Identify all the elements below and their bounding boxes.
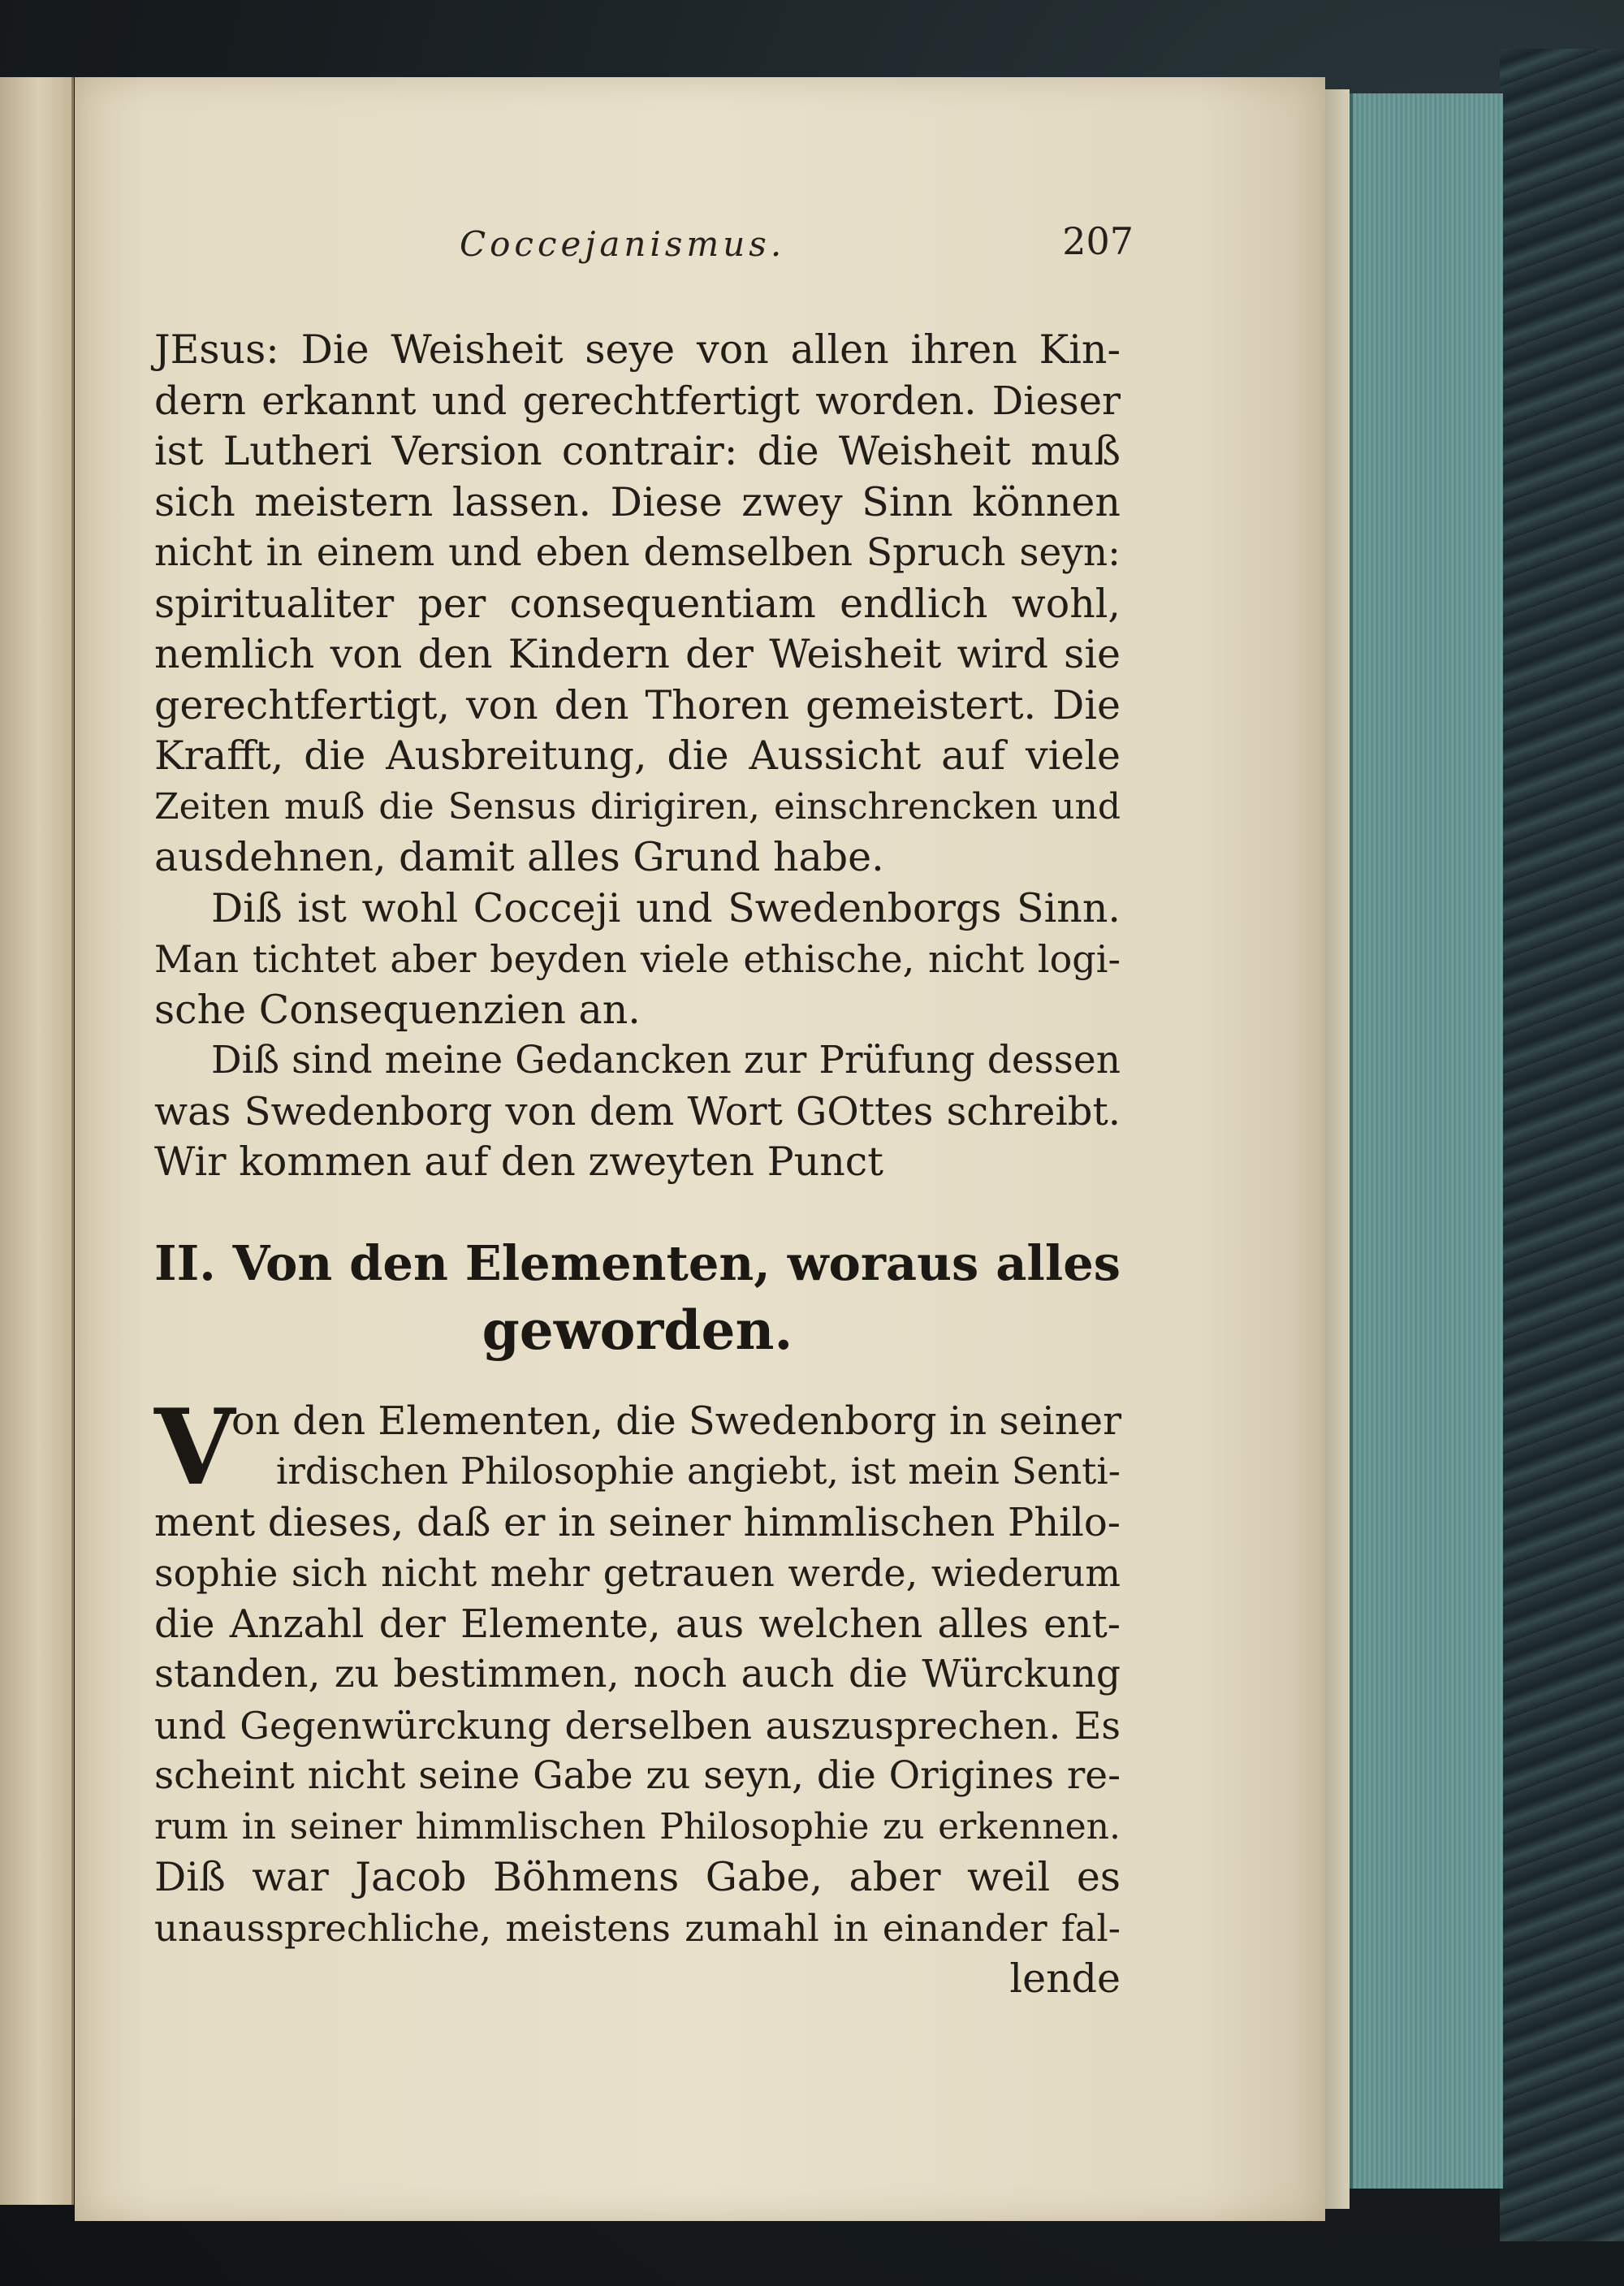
- page-fore-edge: [1350, 93, 1503, 2189]
- text-line: spiritualiter per consequentiam endlich wohl,: [154, 580, 1121, 627]
- text-line: rum in seiner himmlischen Philosophie zu erkennen.: [154, 1805, 1121, 1847]
- text-line: Diß ist wohl Cocceji und Swedenborgs Sinn.: [211, 884, 1121, 931]
- paragraph-3: [154, 1035, 1121, 1188]
- drop-cap: V: [154, 1386, 235, 1509]
- text-line: und Gegenwürckung derselben auszusprechen. Es: [154, 1703, 1121, 1748]
- paragraph-1: [154, 325, 1121, 884]
- page-number: 207: [1062, 219, 1134, 263]
- text-line: Wir kommen auf den zweyten Punct: [154, 1139, 883, 1185]
- section-heading-line-2: geworden.: [482, 1298, 793, 1362]
- left-page-edge: [0, 77, 74, 2205]
- section-paragraph: [154, 1386, 1122, 2005]
- text-line: on den Elementen, die Swedenborg in seiner: [231, 1398, 1122, 1444]
- page-stack-edge: [1325, 89, 1350, 2209]
- text-line: standen, zu bestimmen, noch auch die Würckung: [154, 1652, 1121, 1696]
- text-line: Man tichtet aber beyden viele ethische, nicht logi-: [154, 937, 1121, 981]
- section-heading-line-1: II. Von den Elementen, woraus alles: [154, 1234, 1121, 1291]
- text-line: nicht in einem und eben demselben Spruch seyn:: [154, 530, 1121, 575]
- running-head: Coccejanismus.: [460, 224, 786, 264]
- text-line: JEsus: Die Weisheit seye von allen ihren Kin-: [154, 326, 1121, 373]
- text-line: ist Lutheri Version contrair: die Weisheit muß: [154, 428, 1121, 474]
- text-block: [154, 325, 1121, 2005]
- text-line: scheint nicht seine Gabe zu seyn, die Origines re-: [154, 1753, 1121, 1798]
- book-cover-marbled: [1500, 49, 1624, 2241]
- text-line: Diß war Jacob Böhmens Gabe, aber weil es: [154, 1854, 1121, 1900]
- paragraph-2: [154, 884, 1121, 1036]
- text-line: ment dieses, daß er in seiner himmlischen Philo-: [154, 1499, 1121, 1545]
- text-line: Diß sind meine Gedancken zur Prüfung dessen: [211, 1038, 1121, 1083]
- text-line: dern erkannt und gerechtfertigt worden. Dieser: [154, 378, 1121, 424]
- text-line: sophie sich nicht mehr getrauen werde, wiederum: [154, 1551, 1121, 1595]
- text-line: ausdehnen, damit alles Grund habe.: [154, 834, 884, 880]
- text-line: Zeiten muß die Sensus dirigiren, einschrencken und: [154, 785, 1121, 828]
- text-line: was Swedenborg von dem Wort GOttes schreibt.: [154, 1088, 1121, 1134]
- text-line: Krafft, die Ausbreitung, die Aussicht auf viele: [154, 732, 1121, 779]
- text-line: irdischen Philosophie angiebt, ist mein Senti-: [276, 1450, 1121, 1493]
- text-line: die Anzahl der Elemente, aus welchen alles ent-: [154, 1601, 1121, 1647]
- page-header: [460, 218, 1134, 283]
- catchword: lende: [1009, 1955, 1121, 2002]
- section-heading: [154, 1230, 1121, 1363]
- text-line: unaussprechliche, meistens zumahl in einander fal-: [154, 1906, 1121, 1950]
- text-line: sich meistern lassen. Diese zwey Sinn können: [154, 478, 1121, 525]
- text-line: sche Consequenzien an.: [154, 986, 641, 1033]
- text-line: nemlich von den Kindern der Weisheit wird sie: [154, 631, 1121, 677]
- text-line: gerechtfertigt, von den Thoren gemeistert. Die: [154, 681, 1121, 728]
